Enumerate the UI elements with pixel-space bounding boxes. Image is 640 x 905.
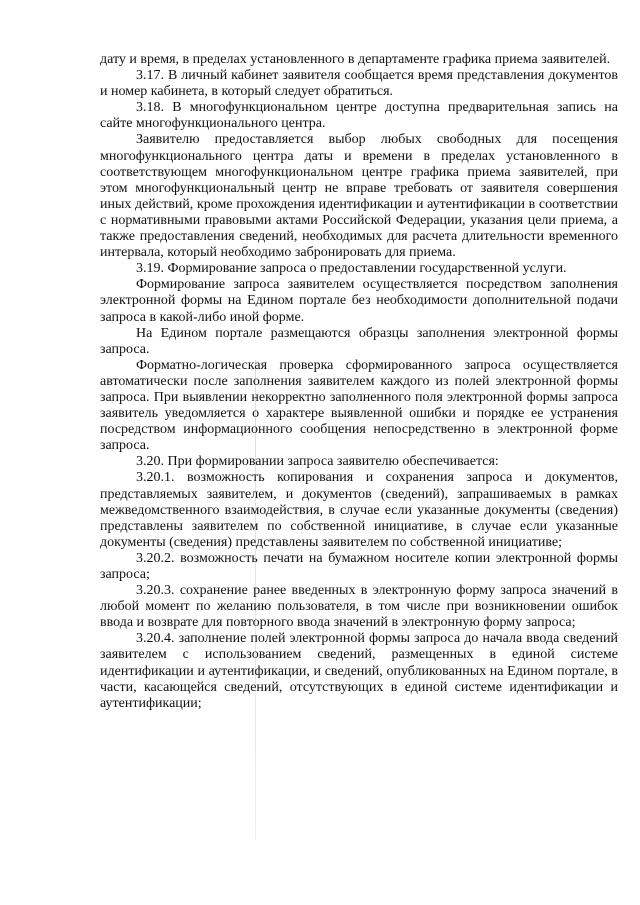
paragraph-format-check: Форматно-логическая проверка сформированного запроса осуществляется автоматически после заполнения заявителем каждого из полей электронной формы запроса. При выявлении некорректно заполненного поля электронной формы запроса заявитель уведомляется о характере выявленной ошибки и порядке ее устранения посредством информационного сообщения непосредственно в электронной форме запроса. [100,357,618,454]
paragraph-3-18: 3.18. В многофункциональном центре доступна предварительная запись на сайте многофункционального центра. [100,100,618,132]
paragraph-mfc-choice: Заявителю предоставляется выбор любых свободных для посещения многофункционального центра даты и времени в пределах установленного в соответствующем многофункциональном центре графика приема заявителей, при этом многофункциональный центр не вправе требовать от заявителя совершения иных действий, кроме прохождения идентификации и аутентификации в соответствии с нормативными правовыми актами Российской Федерации, указания цели приема, а также предоставления сведений, необходимых для расчета длительности временного интервала, который необходимо забронировать для приема. [100,132,618,261]
paragraph-3-20-4: 3.20.4. заполнение полей электронной формы запроса до начала ввода сведений заявителем с использованием сведений, размещенных в единой системе идентификации и аутентификации, и сведений, опубликованных на Едином портале, в части, касающейся сведений, отсутствующих в единой системе идентификации и аутентификации; [100,631,618,711]
paragraph-3-19: 3.19. Формирование запроса о предоставлении государственной услуги. [136,261,567,277]
paragraph-3-17: 3.17. В личный кабинет заявителя сообщается время представления документов и номер кабинета, в который следует обратиться. [100,68,618,100]
paragraph-continuation: дату и время, в пределах установленного в департаменте графика приема заявителей. [100,52,611,67]
paragraph-request-forming: Формирование запроса заявителем осуществляется посредством заполнения электронной формы на Едином портале без необходимости дополнительной подачи запроса в какой-либо иной форме. [100,277,618,325]
paragraph-samples: На Едином портале размещаются образцы заполнения электронной формы запроса. [100,325,618,357]
paragraph-3-20-1: 3.20.1. возможность копирования и сохранения запроса и документов, представляемых заявителем, и документов (сведений), запрашиваемых в рамках межведомственного взаимодействия, в случае если указанные документы (сведения) представлены заявителем по собственной инициативе, в случае если указанные документы (сведения) представлены заявителем по собственной инициативе; [100,470,618,550]
paragraph-3-20-3: 3.20.3. сохранение ранее введенных в электронную форму запроса значений в любой момент по желанию пользователя, в том числе при возникновении ошибок ввода и возврате для повторного ввода значений в электронную форму запроса; [100,583,618,631]
paragraph-3-20-2: 3.20.2. возможность печати на бумажном носителе копии электронной формы запроса; [100,550,618,582]
document-body [100,52,618,712]
paragraph-3-20: 3.20. При формировании запроса заявителю обеспечивается: [136,454,499,470]
